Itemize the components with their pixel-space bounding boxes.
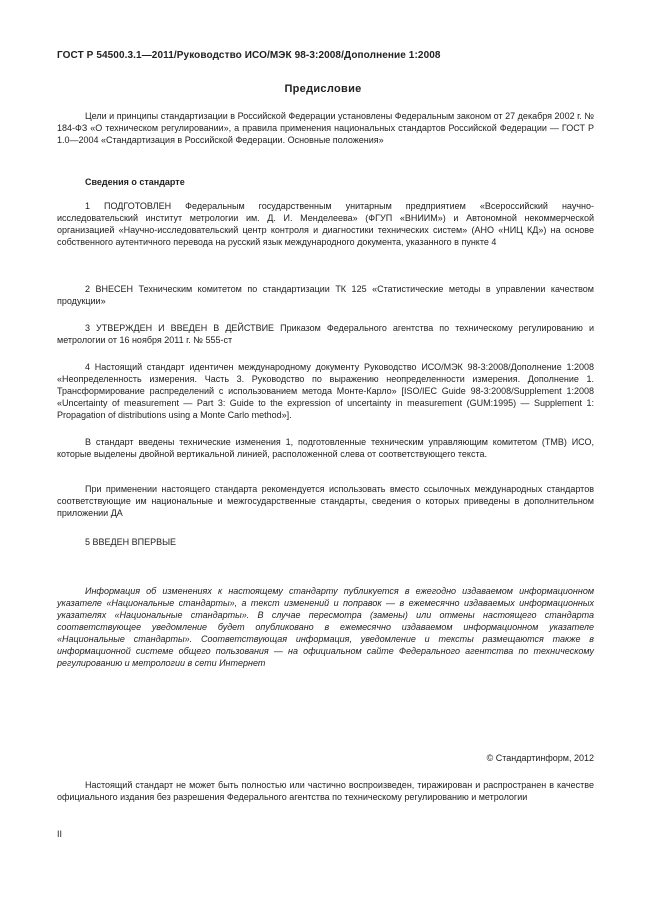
item-paragraph-5: 5 ВВЕДЕН ВПЕРВЫЕ (85, 537, 177, 547)
item-5-block (57, 536, 594, 548)
copyright-line: © Стандартинформ, 2012 (486, 753, 594, 763)
page-number: II (57, 829, 63, 839)
notice-block (57, 585, 594, 669)
item-3-block (57, 322, 594, 346)
item-paragraph-1: 1 ПОДГОТОВЛЕН Федеральным государственным унитарным предприятием «Всероссийский научно-исследовательский институт метрологии им. Д. И. Менделеева» (ФГУП «ВНИИМ») и Автономной некоммерческой организацией «Научно-исследовательский центр контроля и диагностики технических систем» (АНО «НИЦ КД») на основе собственного аутентичного перевода на русский язык международного документа, указанного в пункте 4 (57, 201, 594, 247)
section-subheading: Сведения о стандарте (85, 177, 185, 187)
document-header: ГОСТ Р 54500.3.1—2011/Руководство ИСО/МЭК 98-3:2008/Дополнение 1:2008 (57, 50, 441, 61)
intro-block (57, 110, 594, 146)
item-paragraph-references: При применении настоящего стандарта рекомендуется использовать вместо ссылочных международных стандартов соответствующие им национальные и межгосударственные стандарты, сведения о которых приведены в дополнительном приложении ДА (57, 484, 594, 518)
item-paragraph-4: 4 Настоящий стандарт идентичен международному документу Руководство ИСО/МЭК 98-3:2008/Дополнение 1:2008 «Неопределенность измерения. Часть 3. Руководство по выражению неопределенности измерения. Дополнение 1. Трансформирование распределений с использованием метода Монте-Карло» [ISO/IEC Guide 98-3:2008/Supplement 1:2008 «Uncertainty of measurement — Part 3: Guide to the expression of uncertainty in measurement (GUM:1995) — Supplement 1: Propagation of distributions using a Monte Carlo method»]. (57, 362, 594, 420)
item-4-block (57, 361, 594, 421)
page-title: Предисловие (284, 83, 362, 95)
item-1-block (57, 200, 594, 248)
reproduction-block (57, 779, 594, 803)
item-paragraph-2: 2 ВНЕСЕН Техническим комитетом по стандартизации ТК 125 «Статистические методы в управлении качеством продукции» (57, 284, 594, 306)
intro-paragraph: Цели и принципы стандартизации в Российской Федерации установлены Федеральным законом от 27 декабря 2002 г. № 184-ФЗ «О техническом регулировании», а правила применения национальных стандартов Российской Федерации — ГОСТ Р 1.0—2004 «Стандартизация в Российской Федерации. Основные положения» (57, 111, 594, 145)
notice-paragraph: Информация об изменениях к настоящему стандарту публикуется в ежегодно издаваемом информационном указателе «Национальные стандарты», а текст изменений и поправок — в ежемесячно издаваемых информационных указателях «Национальные стандарты». В случае пересмотра (замены) или отмены настоящего стандарта соответствующее уведомление будет опубликовано в ежемесячно издаваемом информационном указателе «Национальные стандарты». Соответствующая информация, уведомление и тексты размещаются также в информационной системе общего пользования — на официальном сайте Федерального агентства по техническому регулированию и метрологии в сети Интернет (57, 586, 594, 668)
reproduction-paragraph: Настоящий стандарт не может быть полностью или частично воспроизведен, тиражирован и распространен в качестве официального издания без разрешения Федерального агентства по техническому регулированию и метрологии (57, 780, 594, 802)
item-paragraph-changes: В стандарт введены технические изменения 1, подготовленные техническим управляющим комитетом (ТМВ) ИСО, которые выделены двойной вертикальной линией, расположенной слева от соответствующего текста. (57, 437, 594, 459)
item-paragraph-3: 3 УТВЕРЖДЕН И ВВЕДЕН В ДЕЙСТВИЕ Приказом Федерального агентства по техническому регулированию и метрологии от 16 ноября 2011 г. № 555-ст (57, 323, 594, 345)
item-4-changes-block (57, 436, 594, 460)
item-4-references-block (57, 483, 594, 519)
item-2-block (57, 283, 594, 307)
